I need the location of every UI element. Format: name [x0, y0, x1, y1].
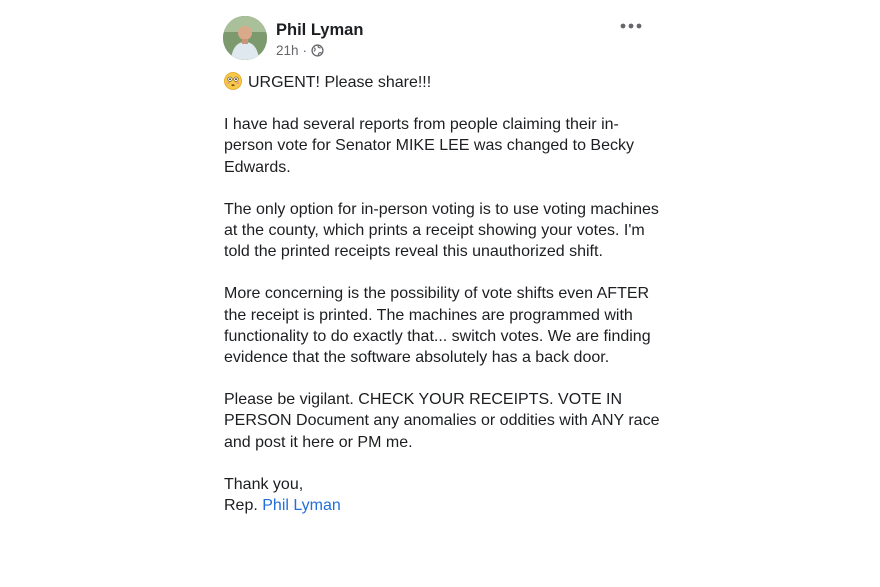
author-name[interactable]: Phil Lyman: [276, 21, 364, 39]
post-timestamp[interactable]: 21h: [276, 43, 299, 58]
avatar[interactable]: [223, 16, 267, 60]
more-options-button[interactable]: [617, 14, 645, 38]
headline-text: URGENT! Please share!!!: [248, 74, 432, 91]
avatar-photo: [223, 16, 267, 60]
signature-closing: Thank you,: [224, 475, 304, 493]
flushed-face-icon: [224, 72, 242, 90]
author-tag-link[interactable]: Phil Lyman: [262, 497, 341, 515]
meta-separator: ·: [302, 43, 308, 58]
paragraph-1: I have had several reports from people claiming their in-person vote for Senator MIKE LEE was changed to Becky Edwards.: [224, 116, 634, 176]
paragraph-4: Please be vigilant. CHECK YOUR RECEIPTS. VOTE IN PERSON Document any anomalies or oddities with ANY race and post it here or PM me.: [224, 391, 660, 451]
paragraph-3: More concerning is the possibility of vote shifts even AFTER the receipt is printed. The machines are programmed with functionality to do exactly that... switch votes. We are finding evidence that the software absolutely has a back door.: [224, 285, 651, 367]
signature-prefix: Rep.: [224, 497, 258, 515]
post-meta: [276, 43, 324, 58]
globe-icon: [311, 44, 324, 57]
paragraph-2: The only option for in-person voting is to use voting machines at the county, which prints a receipt showing your votes. I'm told the printed receipts reveal this unauthorized shift.: [224, 200, 659, 261]
headline-line: [224, 72, 664, 93]
signature: [224, 474, 664, 516]
post-body: [224, 72, 664, 516]
more-horizontal-icon: [620, 23, 642, 29]
